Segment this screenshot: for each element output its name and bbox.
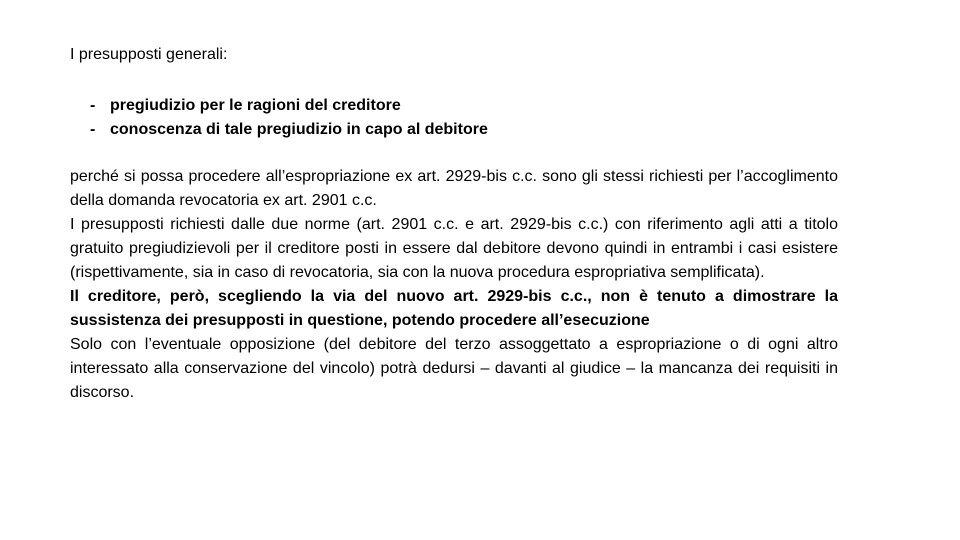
paragraph-creditor: Il creditore, però, scegliendo la via del nuovo art. 2929-bis c.c., non è tenuto a dimostrare la sussistenza dei presupposti in questione, potendo procedere all’esecuzione: [70, 288, 838, 329]
paragraph-norms: I presupposti richiesti dalle due norme (art. 2901 c.c. e art. 2929-bis c.c.) con riferimento agli atti a titolo gratuito pregiudizievoli per il creditore posti in essere dal debitore devono quindi in entrambi i casi esistere (rispettivamente, sia in caso di revocatoria, sia con la nuova procedura espropriativa semplificata).: [70, 216, 838, 281]
body-text: [70, 165, 838, 405]
paragraph-opposition: Solo con l’eventuale opposizione (del debitore del terzo assoggettato a espropriazione o di ogni altro interessato alla conservazione del vincolo) potrà dedursi – davanti al giudice – la mancanza dei requisiti in discorso.: [70, 336, 838, 401]
bullet-item: [90, 94, 488, 118]
bullet-list: [90, 94, 488, 142]
bullet-text: pregiudizio per le ragioni del creditore: [110, 97, 401, 114]
bullet-item: [90, 118, 488, 142]
bullet-marker: -: [90, 97, 96, 114]
paragraph-prerequisites: perché si possa procedere all’espropriazione ex art. 2929-bis c.c. sono gli stessi richiesti per l’accoglimento della domanda revocatoria ex art. 2901 c.c.: [70, 168, 838, 209]
slide-heading: I presupposti generali:: [70, 46, 228, 63]
bullet-marker: -: [90, 121, 96, 138]
bullet-text: conoscenza di tale pregiudizio in capo al debitore: [110, 121, 488, 138]
